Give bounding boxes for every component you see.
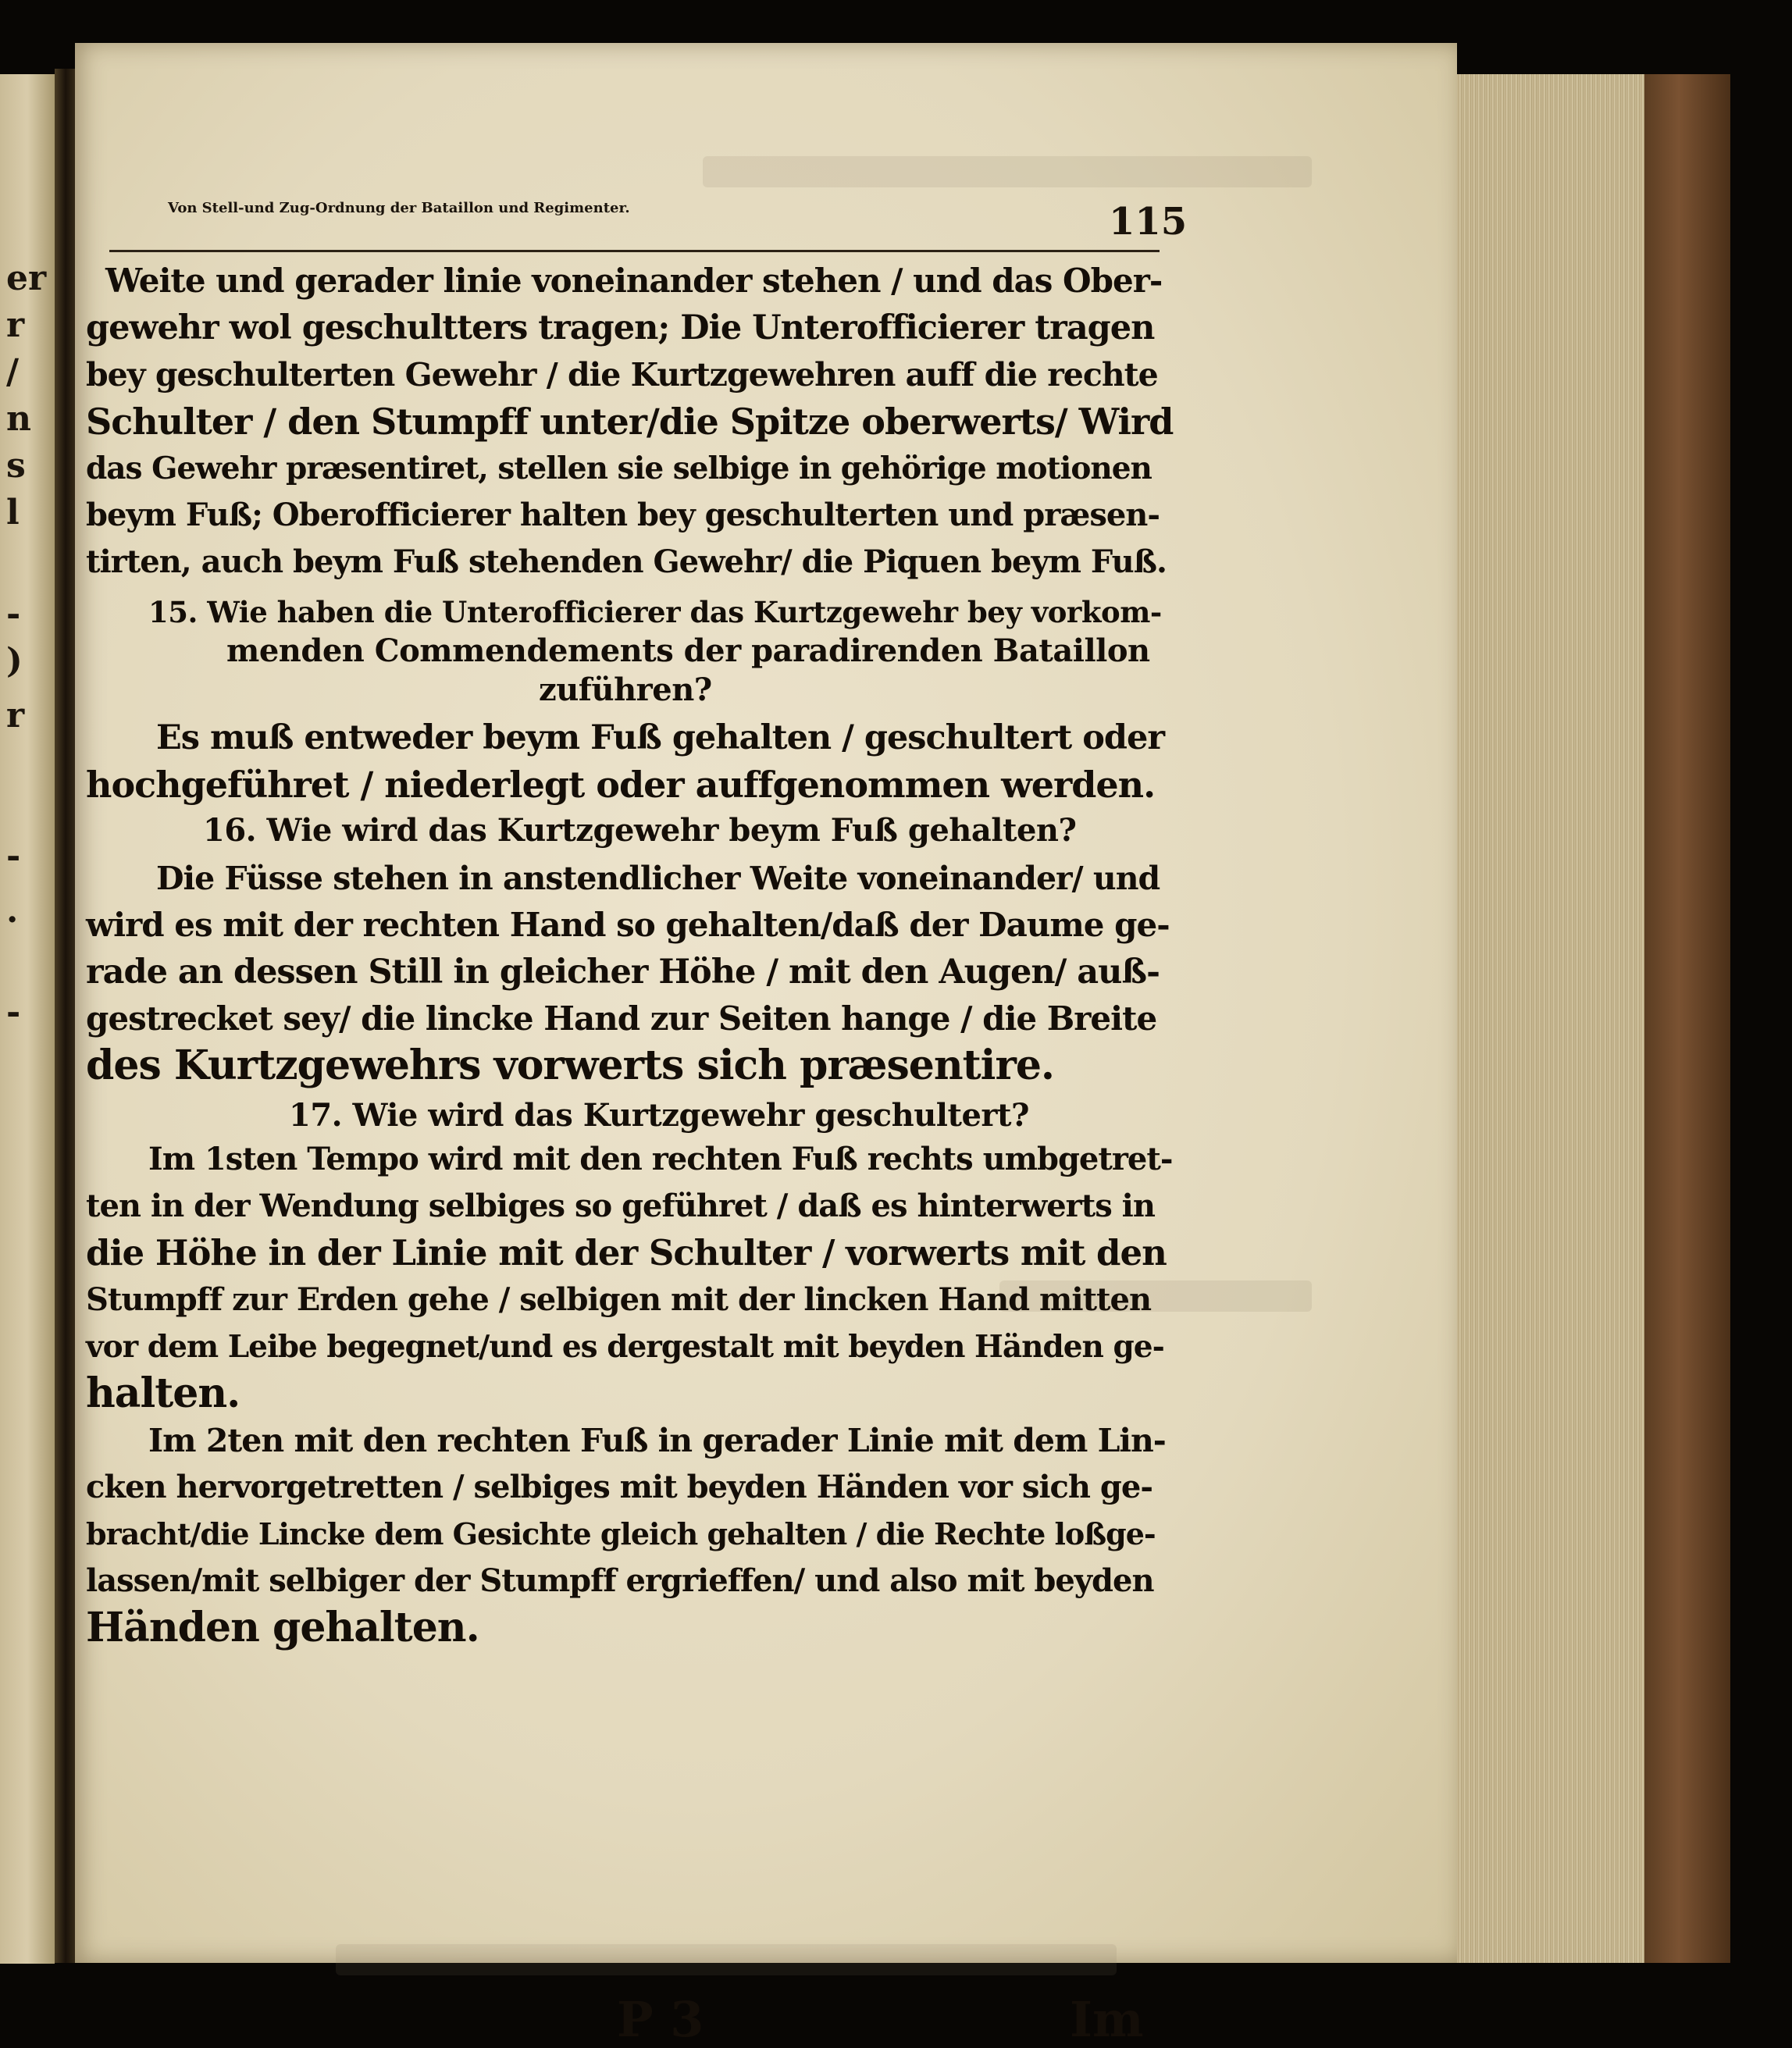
left-page-fragment: r: [6, 699, 25, 733]
page-edges: [1457, 74, 1644, 1963]
left-page-fragment: ): [6, 644, 23, 679]
question-line: zuführen?: [539, 671, 712, 708]
text-line: Schulter / den Stumpff unter/die Spitze oberwerts/ Wird: [86, 401, 1174, 443]
text-line: bey geschulterten Gewehr / die Kurtzgewehren auff die rechte: [86, 356, 1158, 394]
text-line: halten.: [86, 1369, 240, 1417]
page-number: 115: [1109, 200, 1188, 244]
text-line: vor dem Leibe begegnet/und es dergestalt mit beyden Händen ge-: [86, 1329, 1164, 1365]
book-gutter: [55, 69, 77, 1963]
text-line: tirten, auch beym Fuß stehenden Gewehr/ die Piquen beym Fuß.: [86, 543, 1167, 580]
running-title: Von Stell-und Zug-Ordnung der Bataillon und Regimenter.: [168, 200, 630, 216]
text-line: Es muß entweder beym Fuß gehalten / geschultert oder: [156, 718, 1164, 757]
text-line: gewehr wol geschultters tragen; Die Unterofficierer tragen: [86, 308, 1155, 347]
catchword: Im: [1070, 1991, 1144, 2048]
text-line: Im 2ten mit den rechten Fuß in gerader Linie mit dem Lin-: [148, 1422, 1166, 1459]
text-line: die Höhe in der Linie mit der Schulter / vorwerts mit den: [86, 1232, 1167, 1273]
show-through-shadow: [336, 1944, 1117, 1975]
text-line: Im 1sten Tempo wird mit den rechten Fuß rechts umbgetret-: [148, 1141, 1173, 1177]
text-line: Die Füsse stehen in anstendlicher Weite voneinander/ und: [156, 860, 1160, 897]
question-line: 15. Wie haben die Unterofficierer das Kurtzgewehr bey vorkom-: [148, 595, 1162, 629]
question-line: menden Commendements der paradirenden Bataillon: [226, 632, 1150, 669]
text-line: lassen/mit selbiger der Stumpff ergrieffen/ und also mit beyden: [86, 1562, 1154, 1599]
question-line: 16. Wie wird das Kurtzgewehr beym Fuß gehalten?: [203, 812, 1077, 849]
text-line: hochgeführet / niederlegt oder auffgenommen werden.: [86, 764, 1156, 806]
text-line: Händen gehalten.: [86, 1604, 479, 1651]
text-line: des Kurtzgewehrs vorwerts sich præsentire.: [86, 1042, 1055, 1089]
left-page-fragment: n: [6, 402, 31, 436]
text-line: Stumpff zur Erden gehe / selbigen mit der lincken Hand mitten: [86, 1281, 1152, 1318]
left-page-fragment: .: [6, 894, 19, 928]
text-line: Weite und gerader linie voneinander stehen / und das Ober-: [105, 262, 1163, 300]
left-page-fragment: -: [6, 996, 21, 1030]
text-line: cken hervorgetretten / selbiges mit beyden Händen vor sich ge-: [86, 1469, 1153, 1505]
left-page-fragment: r: [6, 308, 25, 343]
text-line: rade an dessen Still in gleicher Höhe / mit den Augen/ auß-: [86, 953, 1160, 992]
text-line: beym Fuß; Oberofficierer halten bey geschulterten und præsen-: [86, 497, 1160, 533]
show-through-shadow: [703, 156, 1312, 187]
text-line: wird es mit der rechten Hand so gehalten/daß der Daume ge-: [86, 906, 1170, 944]
text-line: gestrecket sey/ die lincke Hand zur Seiten hange / die Breite: [86, 999, 1157, 1038]
left-page-fragment: /: [6, 355, 20, 390]
question-line: 17. Wie wird das Kurtzgewehr geschultert?: [289, 1097, 1029, 1134]
text-line: das Gewehr præsentiret, stellen sie selbige in gehörige motionen: [86, 451, 1152, 486]
left-page-fragment: s: [6, 449, 26, 483]
text-line: ten in der Wendung selbiges so geführet / daß es hinterwerts in: [86, 1188, 1155, 1224]
left-page-edge: [0, 74, 55, 1964]
header-rule: [109, 250, 1160, 252]
left-page-fragment: -: [6, 839, 21, 874]
text-line: bracht/die Lincke dem Gesichte gleich gehalten / die Rechte loßge-: [86, 1516, 1156, 1551]
left-page-fragment: er: [6, 262, 47, 296]
left-page-fragment: l: [6, 496, 20, 530]
left-page-fragment: -: [6, 597, 21, 632]
cover-board-edge: [1644, 74, 1730, 1963]
signature-mark: P 3: [617, 1991, 704, 2048]
